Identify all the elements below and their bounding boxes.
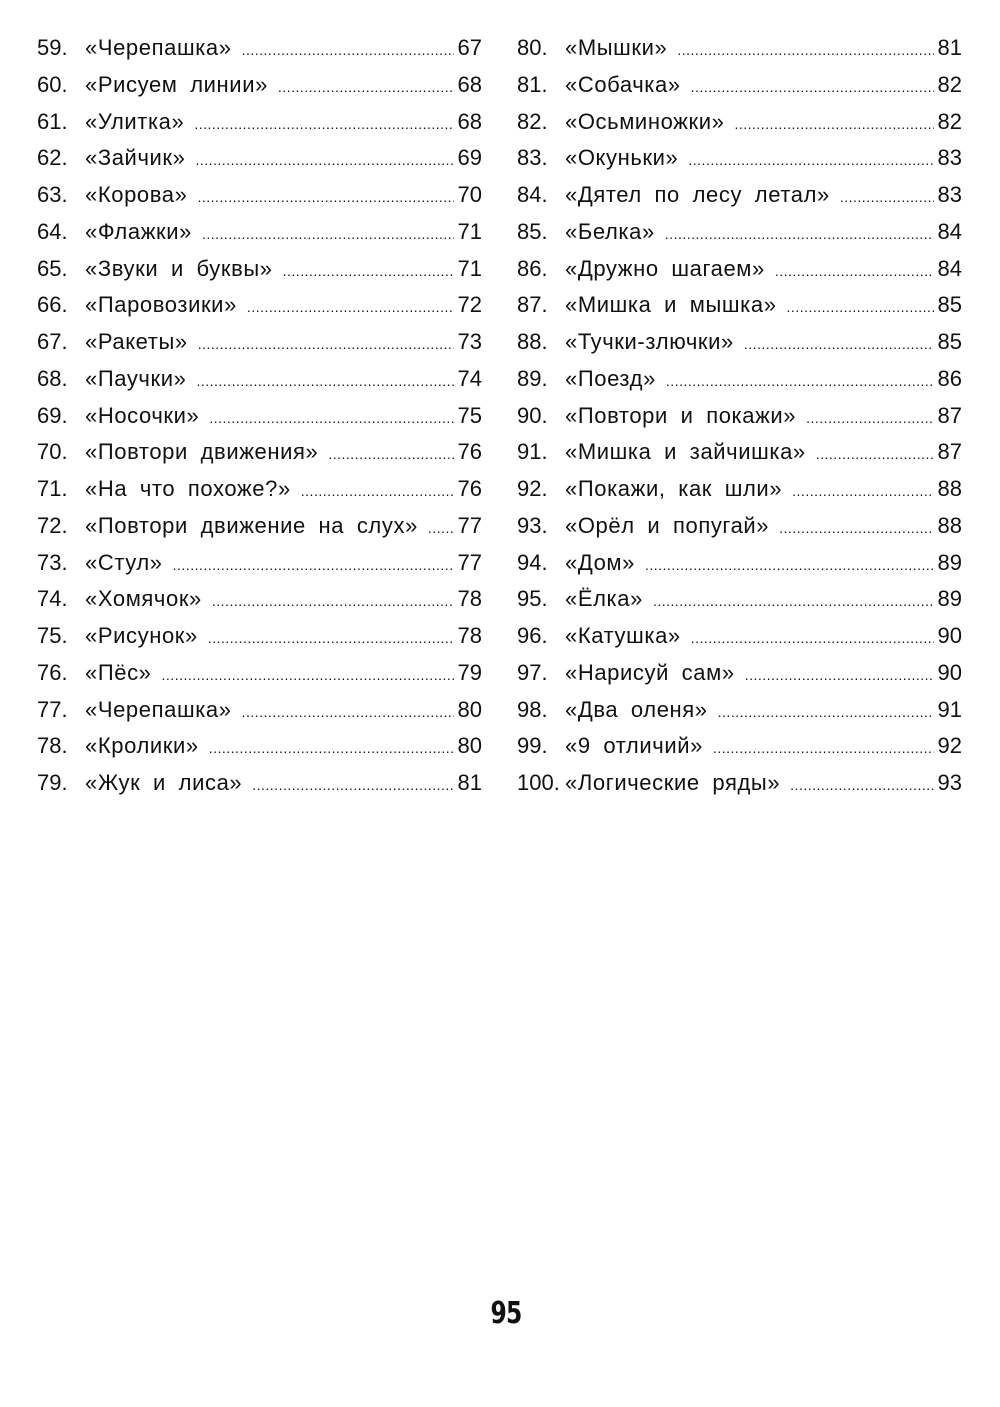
entry-page: 71 [457,218,482,244]
toc-entry [37,728,482,765]
entry-page: 69 [457,145,482,171]
dot-leader [745,657,934,694]
dot-leader [792,473,934,510]
toc-entry [517,508,962,545]
entry-number: 70. [37,439,68,465]
entry-title: «Носочки» [85,402,200,428]
toc-entry [37,434,482,471]
toc-entry [517,765,962,802]
entry-number: 74. [37,586,68,612]
dot-leader [252,767,454,804]
toc-entry [517,692,962,729]
entry-page: 78 [457,623,482,648]
entry-title: «Дятел по лесу летал» [565,182,830,207]
entry-page: 67 [457,35,482,60]
toc-entry [37,361,482,398]
entry-number: 96. [517,623,548,648]
dot-leader [790,767,934,804]
entry-page: 78 [457,586,482,612]
entry-page: 81 [457,770,482,795]
dot-leader [328,436,454,473]
entry-number: 82. [517,108,548,134]
entry-number: 98. [517,696,548,722]
dot-leader [209,730,454,767]
dot-leader [198,326,454,363]
dot-leader [787,289,934,326]
entry-title: «Звуки и буквы» [85,255,273,281]
toc-entry [517,728,962,765]
entry-title: «Повтори движения» [85,439,319,465]
toc-entry [37,398,482,435]
entry-page: 77 [457,512,482,538]
dot-leader [665,216,934,253]
entry-number: 75. [37,623,68,648]
toc-entry [37,287,482,324]
dot-leader [197,179,454,216]
entry-title: «Рисунок» [85,623,198,648]
toc-entry [37,140,482,177]
entry-page: 90 [937,623,962,648]
entry-number: 84. [517,182,548,207]
toc-entry [37,765,482,802]
entry-page: 76 [457,439,482,465]
toc-entry [37,471,482,508]
toc-entry [517,618,962,655]
entry-title: «Нарисуй сам» [565,659,735,685]
entry-title: «Белка» [565,218,655,244]
toc-entry [37,104,482,141]
toc-entry [517,140,962,177]
entry-title: «Катушка» [565,623,681,648]
entry-page: 80 [457,733,482,759]
entry-page: 72 [457,292,482,318]
entry-title: «Дружно шагаем» [565,255,765,281]
toc-entry [37,67,482,104]
dot-leader [718,694,934,731]
entry-title: «Дом» [565,549,635,575]
entry-title: «Мышки» [565,35,668,60]
entry-number: 80. [517,35,548,60]
entry-number: 88. [517,329,548,354]
entry-page: 82 [937,71,962,97]
entry-number: 93. [517,512,548,538]
toc-entry [517,251,962,288]
entry-title: «Флажки» [85,218,192,244]
entry-number: 77. [37,696,68,722]
toc-entry [37,692,482,729]
entry-number: 91. [517,439,548,465]
entry-title: «Мишка и мышка» [565,292,777,318]
dot-leader [278,69,454,106]
entry-number: 90. [517,402,548,428]
entry-title: «На что похоже?» [85,476,291,501]
entry-number: 85. [517,218,548,244]
entry-number: 86. [517,255,548,281]
entry-number: 71. [37,476,68,501]
entry-page: 83 [937,145,962,171]
entry-number: 97. [517,659,548,685]
entry-number: 69. [37,402,68,428]
entry-page: 77 [457,549,482,575]
entry-number: 67. [37,329,68,354]
toc-entry [517,361,962,398]
entry-title: «Орёл и попугай» [565,512,770,538]
dot-leader [713,730,934,767]
entry-page: 74 [457,365,482,391]
entry-title: «Черепашка» [85,696,232,722]
entry-page: 93 [937,770,962,795]
toc-entry [37,30,482,67]
entry-number: 92. [517,476,548,501]
toc-entry [517,434,962,471]
entry-number: 73. [37,549,68,575]
entry-page: 75 [457,402,482,428]
table-of-contents [37,30,962,802]
dot-leader [301,473,454,510]
entry-page: 92 [937,733,962,759]
entry-number: 62. [37,145,68,171]
entry-title: «Паровозики» [85,292,237,318]
entry-number: 95. [517,586,548,612]
entry-title: «Поезд» [565,365,656,391]
dot-leader [196,363,454,400]
entry-title: «Покажи, как шли» [565,476,783,501]
dot-leader [840,179,934,216]
toc-entry [517,581,962,618]
toc-entry [37,251,482,288]
dot-leader [208,620,454,657]
toc-entry [517,177,962,214]
toc-entry [517,214,962,251]
entry-number: 59. [37,35,68,60]
toc-entry [37,508,482,545]
entry-page: 76 [457,476,482,501]
entry-page: 70 [457,182,482,207]
entry-page: 90 [937,659,962,685]
entry-page: 85 [937,329,962,354]
entry-title: «Корова» [85,182,188,207]
toc-entry [517,655,962,692]
entry-number: 100. [517,770,560,795]
dot-leader [666,363,934,400]
entry-number: 66. [37,292,68,318]
toc-entry [517,398,962,435]
entry-page: 88 [937,476,962,501]
dot-leader [202,216,454,253]
entry-title: «Стул» [85,549,163,575]
entry-page: 85 [937,292,962,318]
dot-leader [645,547,934,584]
entry-number: 60. [37,71,68,97]
entry-number: 72. [37,512,68,538]
toc-entry [37,581,482,618]
dot-leader [162,657,454,694]
entry-title: «Два оленя» [565,696,708,722]
dot-leader [283,253,454,290]
entry-page: 89 [937,586,962,612]
toc-entry [37,324,482,361]
entry-page: 84 [937,255,962,281]
entry-number: 68. [37,365,68,391]
entry-title: «Кролики» [85,733,199,759]
toc-entry [517,30,962,67]
dot-leader [195,142,454,179]
toc-entry [517,67,962,104]
entry-title: «Логические ряды» [565,770,781,795]
entry-title: «Окуньки» [565,145,679,171]
toc-entry [37,214,482,251]
dot-leader [734,106,934,143]
entry-page: 81 [937,35,962,60]
dot-leader [173,547,454,584]
toc-left-column [37,30,482,802]
entry-page: 68 [457,71,482,97]
dot-leader [212,583,454,620]
entry-title: «Черепашка» [85,35,232,60]
entry-number: 83. [517,145,548,171]
entry-title: «Пёс» [85,659,152,685]
toc-entry [517,471,962,508]
entry-number: 89. [517,365,548,391]
entry-number: 64. [37,218,68,244]
entry-number: 94. [517,549,548,575]
entry-title: «Ёлка» [565,586,643,612]
entry-title: «Хомячок» [85,586,202,612]
entry-page: 80 [457,696,482,722]
toc-entry [37,545,482,582]
toc-entry [517,324,962,361]
entry-page: 68 [457,108,482,134]
entry-number: 65. [37,255,68,281]
entry-page: 91 [937,696,962,722]
entry-number: 61. [37,108,68,134]
entry-title: «Улитка» [85,108,185,134]
entry-title: «Жук и лиса» [85,770,243,795]
entry-page: 86 [937,365,962,391]
entry-page: 88 [937,512,962,538]
toc-right-column [517,30,962,802]
dot-leader [691,620,934,657]
dot-leader [242,694,454,731]
entry-title: «Повтори и покажи» [565,402,797,428]
entry-page: 79 [457,659,482,685]
toc-entry [517,545,962,582]
toc-entry [37,618,482,655]
dot-leader [677,32,934,69]
toc-entry [37,655,482,692]
entry-page: 71 [457,255,482,281]
entry-page: 87 [937,439,962,465]
entry-title: «Ракеты» [85,329,188,354]
entry-number: 78. [37,733,68,759]
dot-leader [428,510,454,547]
dot-leader [775,253,934,290]
entry-page: 84 [937,218,962,244]
entry-page: 83 [937,182,962,207]
toc-entry [37,177,482,214]
entry-number: 63. [37,182,68,207]
entry-title: «Осьминожки» [565,108,725,134]
dot-leader [194,106,454,143]
dot-leader [816,436,934,473]
entry-title: «Паучки» [85,365,187,391]
dot-leader [744,326,934,363]
entry-title: «Рисуем линии» [85,71,268,97]
dot-leader [242,32,454,69]
entry-title: «Зайчик» [85,145,186,171]
dot-leader [247,289,454,326]
entry-number: 81. [517,71,548,97]
page-number: 95 [490,1296,522,1331]
entry-number: 76. [37,659,68,685]
toc-entry [517,104,962,141]
dot-leader [806,400,934,437]
entry-title: «9 отличий» [565,733,703,759]
entry-number: 99. [517,733,548,759]
entry-page: 82 [937,108,962,134]
entry-number: 87. [517,292,548,318]
entry-title: «Собачка» [565,71,681,97]
entry-page: 87 [937,402,962,428]
toc-entry [517,287,962,324]
entry-page: 73 [457,329,482,354]
entry-number: 79. [37,770,68,795]
dot-leader [653,583,934,620]
entry-title: «Мишка и зайчишка» [565,439,806,465]
dot-leader [688,142,934,179]
dot-leader [779,510,934,547]
entry-title: «Тучки-злючки» [565,329,734,354]
dot-leader [691,69,934,106]
entry-page: 89 [937,549,962,575]
entry-title: «Повтори движение на слух» [85,512,418,538]
dot-leader [209,400,454,437]
